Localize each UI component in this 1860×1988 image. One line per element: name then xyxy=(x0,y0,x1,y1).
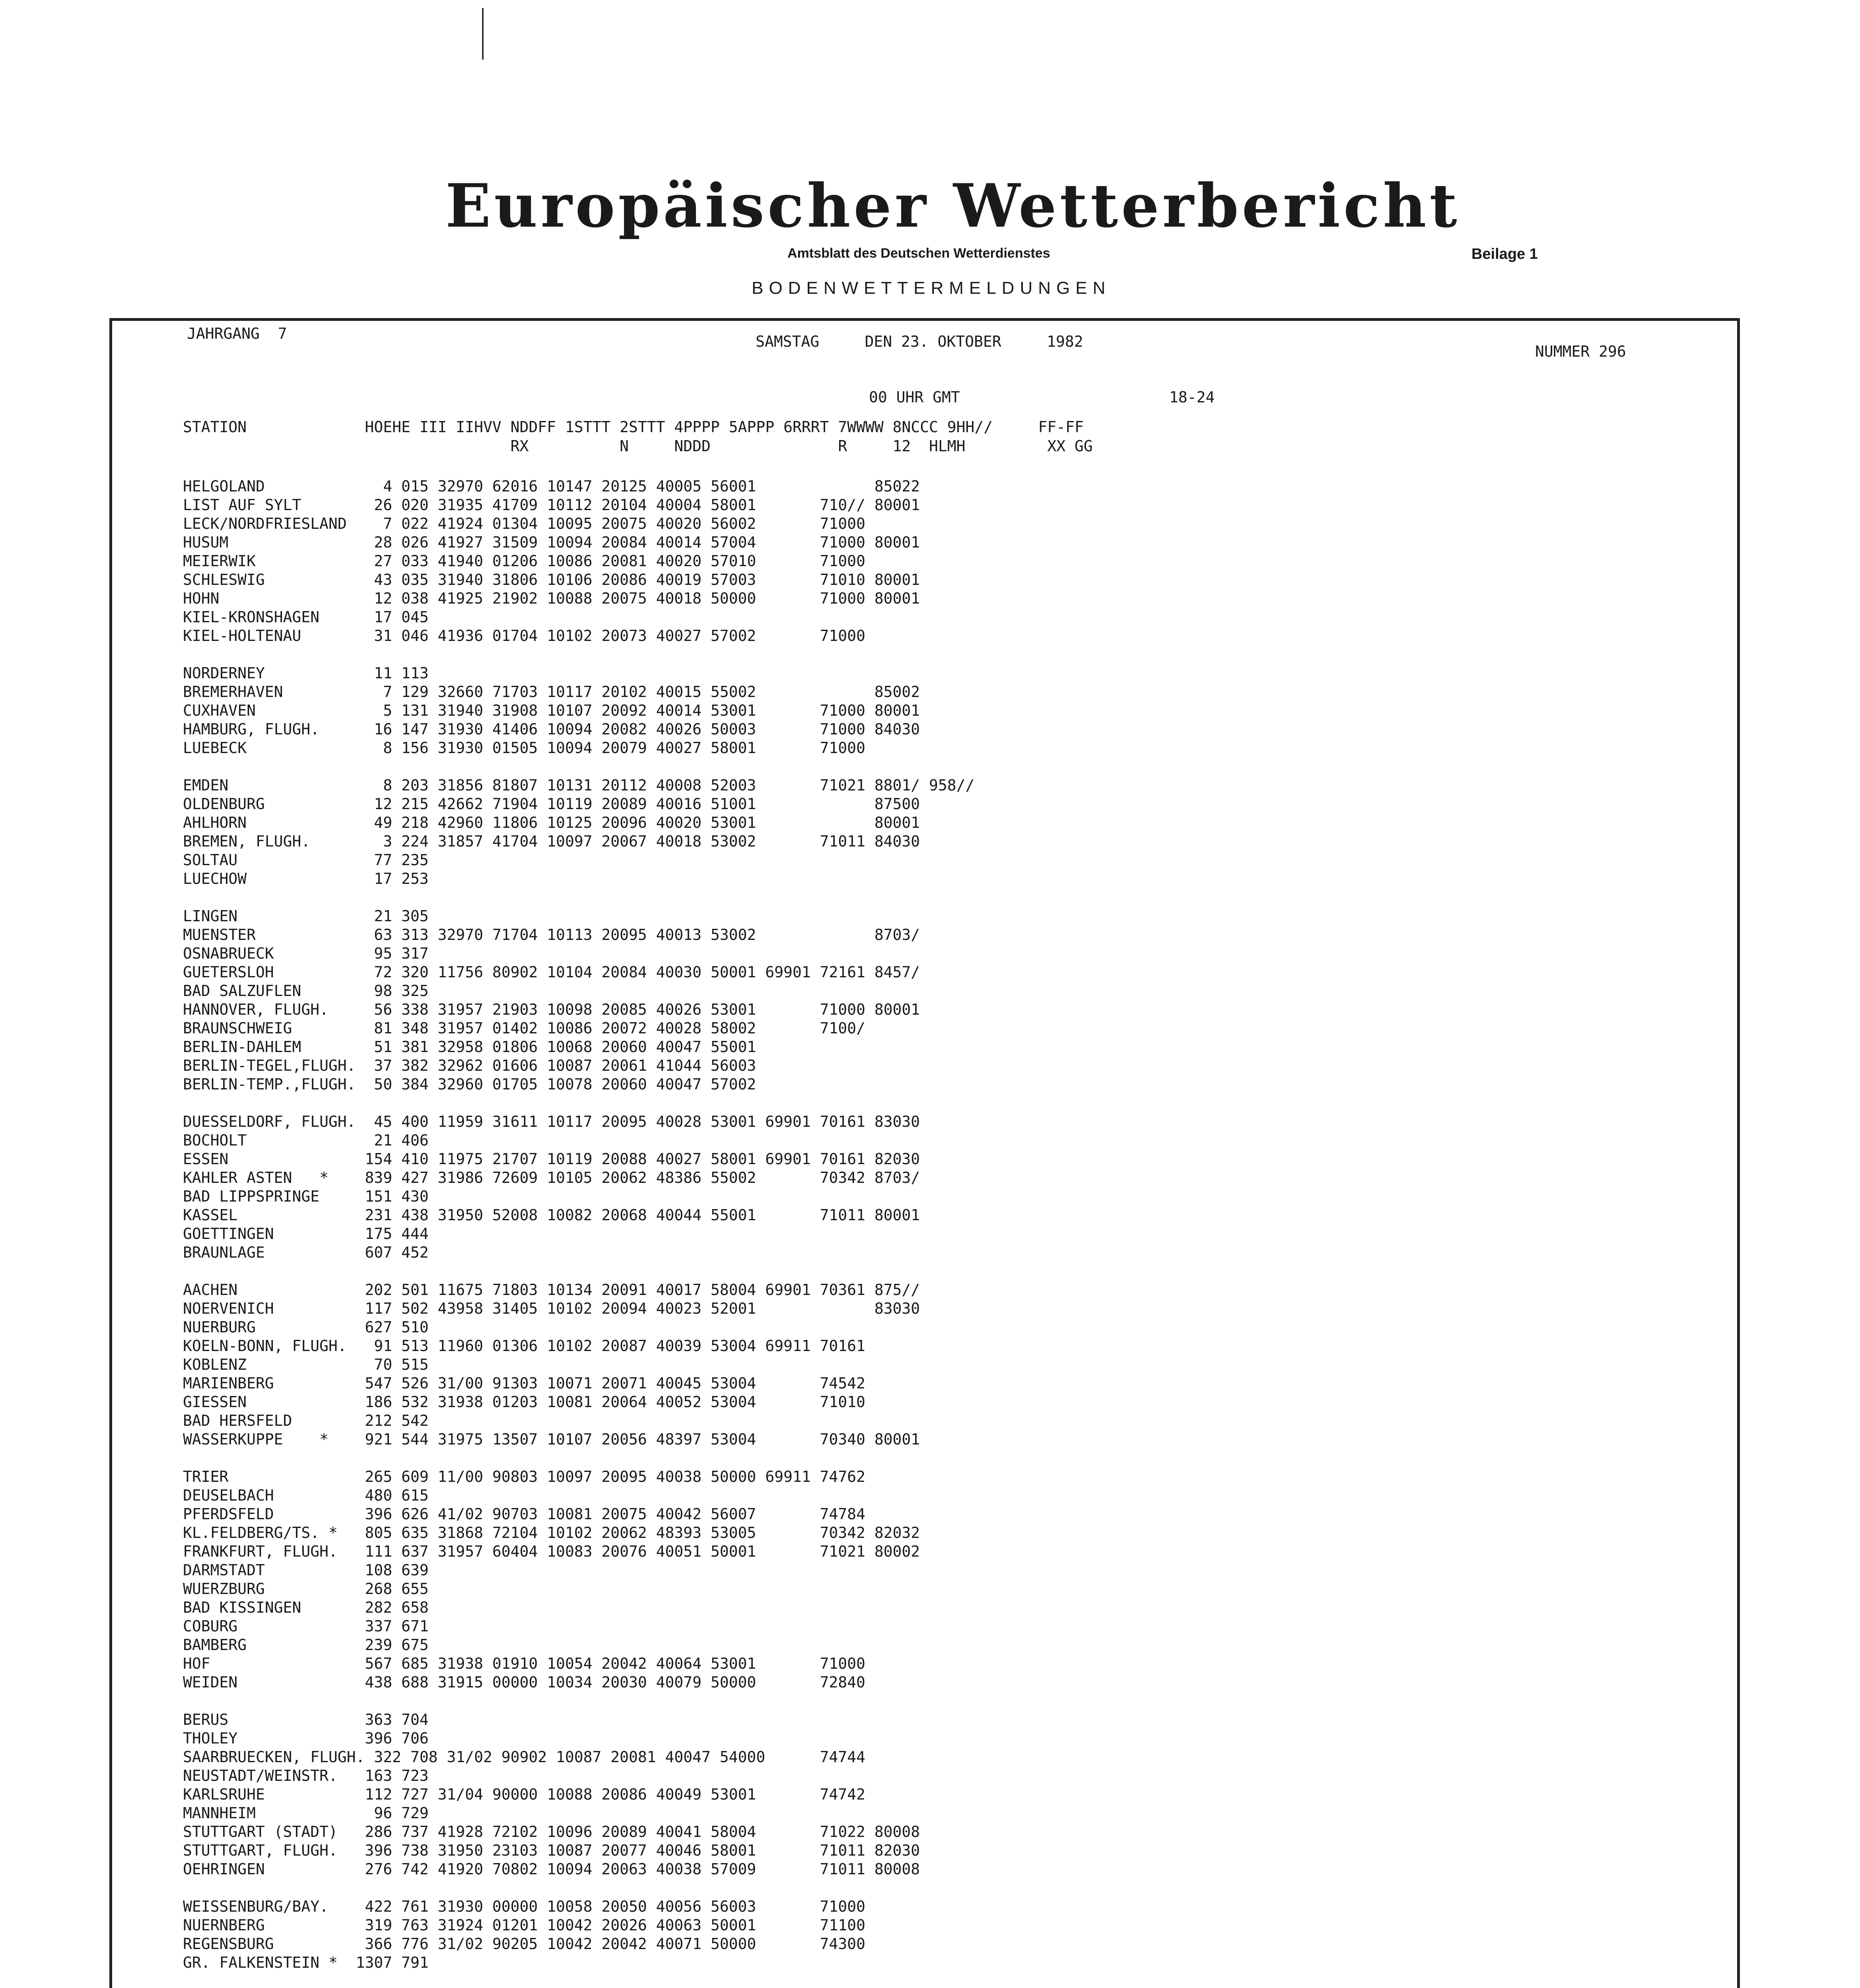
station-row: NORDERNEY 11 113 xyxy=(183,664,429,682)
station-row: FRANKFURT, FLUGH. 111 637 31957 60404 10083 20076 40051 50001 71021 80002 xyxy=(183,1543,920,1560)
issue-number: NUMMER 296 xyxy=(1535,343,1626,360)
station-row: AACHEN 202 501 11675 71803 10134 20091 40017 58004 69901 70361 875// xyxy=(183,1281,920,1299)
station-row: SCHLESWIG 43 035 31940 31806 10106 20086 40019 57003 71010 80001 xyxy=(183,571,920,588)
station-row: BAD HERSFELD 212 542 xyxy=(183,1412,429,1429)
column-header-line-2: RX N NDDD R 12 HLMH XX GG xyxy=(183,437,1093,455)
station-row: OEHRINGEN 276 742 41920 70802 10094 20063 40038 57009 71011 80008 xyxy=(183,1860,920,1878)
supplement-label: Beilage 1 xyxy=(1471,246,1538,262)
station-row: BREMERHAVEN 7 129 32660 71703 10117 20102 40015 55002 85002 xyxy=(183,683,920,701)
station-row: BAMBERG 239 675 xyxy=(183,1636,429,1654)
issue-date: SAMSTAG DEN 23. OKTOBER 1982 xyxy=(756,333,1083,350)
station-row: KAHLER ASTEN * 839 427 31986 72609 10105 20062 48386 55002 70342 8703/ xyxy=(183,1169,920,1186)
section-heading: BODENWETTERMELDUNGEN xyxy=(752,278,1111,298)
station-row: NUERNBERG 319 763 31924 01201 10042 20026 40063 50001 71100 xyxy=(183,1916,865,1934)
station-row: BERLIN-TEMP.,FLUGH. 50 384 32960 01705 10078 20060 40047 57002 xyxy=(183,1076,756,1093)
station-row: KL.FELDBERG/TS. * 805 635 31868 72104 10102 20062 48393 53005 70342 82032 xyxy=(183,1524,920,1541)
volume-label: JAHRGANG 7 xyxy=(187,325,287,342)
station-row: WASSERKUPPE * 921 544 31975 13507 10107 20056 48397 53004 70340 80001 xyxy=(183,1431,920,1448)
column-header-line-1: STATION HOEHE III IIHVV NDDFF 1STTT 2STTT 4PPPP 5APPP 6RRRT 7WWWW 8NCCC 9HH// FF-FF xyxy=(183,418,1084,436)
station-row: MARIENBERG 547 526 31/00 91303 10071 20071 40045 53004 74542 xyxy=(183,1375,865,1392)
station-row: BAD LIPPSPRINGE 151 430 xyxy=(183,1188,429,1205)
station-row: WUERZBURG 268 655 xyxy=(183,1580,429,1598)
station-row: BRAUNLAGE 607 452 xyxy=(183,1244,429,1261)
station-row: GR. FALKENSTEIN * 1307 791 xyxy=(183,1954,429,1971)
station-row: GUETERSLOH 72 320 11756 80902 10104 20084 40030 50001 69901 72161 8457/ xyxy=(183,963,920,981)
scan-mark xyxy=(482,8,484,60)
station-row: LUEBECK 8 156 31930 01505 10094 20079 40027 58001 71000 xyxy=(183,739,865,757)
station-row: BAD SALZUFLEN 98 325 xyxy=(183,982,429,1000)
station-row: BERLIN-DAHLEM 51 381 32958 01806 10068 20060 40047 55001 xyxy=(183,1038,756,1056)
station-row: ESSEN 154 410 11975 21707 10119 20088 40027 58001 69901 70161 82030 xyxy=(183,1150,920,1168)
station-row: AHLHORN 49 218 42960 11806 10125 20096 40020 53001 80001 xyxy=(183,814,920,831)
station-row: REGENSBURG 366 776 31/02 90205 10042 20042 40071 50000 74300 xyxy=(183,1935,865,1953)
station-row: OSNABRUECK 95 317 xyxy=(183,945,429,962)
station-row: SOLTAU 77 235 xyxy=(183,851,429,869)
station-row: BAD KISSINGEN 282 658 xyxy=(183,1599,429,1616)
station-row: KOBLENZ 70 515 xyxy=(183,1356,429,1373)
station-row: GIESSEN 186 532 31938 01203 10081 20064 40052 53004 71010 xyxy=(183,1393,865,1411)
station-row: BERLIN-TEGEL,FLUGH. 37 382 32962 01606 10087 20061 41044 56003 xyxy=(183,1057,756,1074)
station-row: MUENSTER 63 313 32970 71704 10113 20095 40013 53002 8703/ xyxy=(183,926,920,944)
station-row: PFERDSFELD 396 626 41/02 90703 10081 20075 40042 56007 74784 xyxy=(183,1505,865,1523)
station-row: OLDENBURG 12 215 42662 71904 10119 20089 40016 51001 87500 xyxy=(183,795,920,813)
station-row: KIEL-HOLTENAU 31 046 41936 01704 10102 20073 40027 57002 71000 xyxy=(183,627,865,645)
station-row: TRIER 265 609 11/00 90803 10097 20095 40038 50000 69911 74762 xyxy=(183,1468,865,1485)
station-row: DARMSTADT 108 639 xyxy=(183,1561,429,1579)
station-row: COBURG 337 671 xyxy=(183,1617,429,1635)
station-row: LINGEN 21 305 xyxy=(183,907,429,925)
station-row: BERUS 363 704 xyxy=(183,1711,429,1728)
group-spacer xyxy=(183,1692,1038,1710)
station-row: EMDEN 8 203 31856 81807 10131 20112 40008 52003 71021 8801/ 958// xyxy=(183,777,975,794)
station-row: THOLEY 396 706 xyxy=(183,1730,429,1747)
group-spacer xyxy=(183,1972,1038,1988)
station-row: STUTTGART (STADT) 286 737 41928 72102 10096 20089 40041 58004 71022 80008 xyxy=(183,1823,920,1840)
station-row: NOERVENICH 117 502 43958 31405 10102 20094 40023 52001 83030 xyxy=(183,1300,920,1317)
station-row: HANNOVER, FLUGH. 56 338 31957 21903 10098 20085 40026 53001 71000 80001 xyxy=(183,1001,920,1018)
group-spacer xyxy=(183,645,1038,664)
page-title: Europäischer Wetterbericht xyxy=(445,171,1460,241)
station-row: GOETTINGEN 175 444 xyxy=(183,1225,429,1242)
station-row: MANNHEIM 96 729 xyxy=(183,1804,429,1822)
station-row: CUXHAVEN 5 131 31940 31908 10107 20092 40014 53001 71000 80001 xyxy=(183,702,920,719)
station-row: HOHN 12 038 41925 21902 10088 20075 40018 50000 71000 80001 xyxy=(183,590,920,607)
group-spacer xyxy=(183,1879,1038,1897)
station-row: HELGOLAND 4 015 32970 62016 10147 20125 40005 56001 85022 xyxy=(183,478,920,495)
group-spacer xyxy=(183,888,1038,907)
group-spacer xyxy=(183,1094,1038,1112)
station-row: NUERBURG 627 510 xyxy=(183,1318,429,1336)
station-row: KIEL-KRONSHAGEN 17 045 xyxy=(183,608,429,626)
station-row: STUTTGART, FLUGH. 396 738 31950 23103 10087 20077 40046 58001 71011 82030 xyxy=(183,1842,920,1859)
observation-time: 00 UHR GMT 18-24 xyxy=(869,388,1215,406)
station-row: KARLSRUHE 112 727 31/04 90000 10088 20086 40049 53001 74742 xyxy=(183,1786,865,1803)
station-row: LUECHOW 17 253 xyxy=(183,870,429,887)
station-row: BREMEN, FLUGH. 3 224 31857 41704 10097 20067 40018 53002 71011 84030 xyxy=(183,833,920,850)
station-row: DEUSELBACH 480 615 xyxy=(183,1487,429,1504)
station-row: BOCHOLT 21 406 xyxy=(183,1132,429,1149)
station-row: BRAUNSCHWEIG 81 348 31957 01402 10086 20072 40028 58002 7100/ xyxy=(183,1019,865,1037)
group-spacer xyxy=(183,757,1038,776)
station-row: WEISSENBURG/BAY. 422 761 31930 00000 10058 20050 40056 56003 71000 xyxy=(183,1898,865,1915)
publisher-subtitle: Amtsblatt des Deutschen Wetterdienstes xyxy=(787,246,1050,261)
station-row: KOELN-BONN, FLUGH. 91 513 11960 01306 10102 20087 40039 53004 69911 70161 xyxy=(183,1337,865,1355)
station-row: MEIERWIK 27 033 41940 01206 10086 20081 40020 57010 71000 xyxy=(183,552,865,570)
station-table xyxy=(183,477,1038,1988)
station-row: DUESSELDORF, FLUGH. 45 400 11959 31611 10117 20095 40028 53001 69901 70161 83030 xyxy=(183,1113,920,1130)
station-row: LECK/NORDFRIESLAND 7 022 41924 01304 10095 20075 40020 56002 71000 xyxy=(183,515,865,532)
station-row: HAMBURG, FLUGH. 16 147 31930 41406 10094 20082 40026 50003 71000 84030 xyxy=(183,720,920,738)
station-row: WEIDEN 438 688 31915 00000 10034 20030 40079 50000 72840 xyxy=(183,1673,865,1691)
group-spacer xyxy=(183,1262,1038,1281)
station-row: SAARBRUECKEN, FLUGH. 322 708 31/02 90902 10087 20081 40047 54000 74744 xyxy=(183,1748,865,1766)
group-spacer xyxy=(183,1449,1038,1468)
station-row: NEUSTADT/WEINSTR. 163 723 xyxy=(183,1767,429,1784)
station-row: KASSEL 231 438 31950 52008 10082 20068 40044 55001 71011 80001 xyxy=(183,1206,920,1224)
station-row: LIST AUF SYLT 26 020 31935 41709 10112 20104 40004 58001 710// 80001 xyxy=(183,496,920,514)
station-row: HOF 567 685 31938 01910 10054 20042 40064 53001 71000 xyxy=(183,1655,865,1672)
station-row: HUSUM 28 026 41927 31509 10094 20084 40014 57004 71000 80001 xyxy=(183,534,920,551)
